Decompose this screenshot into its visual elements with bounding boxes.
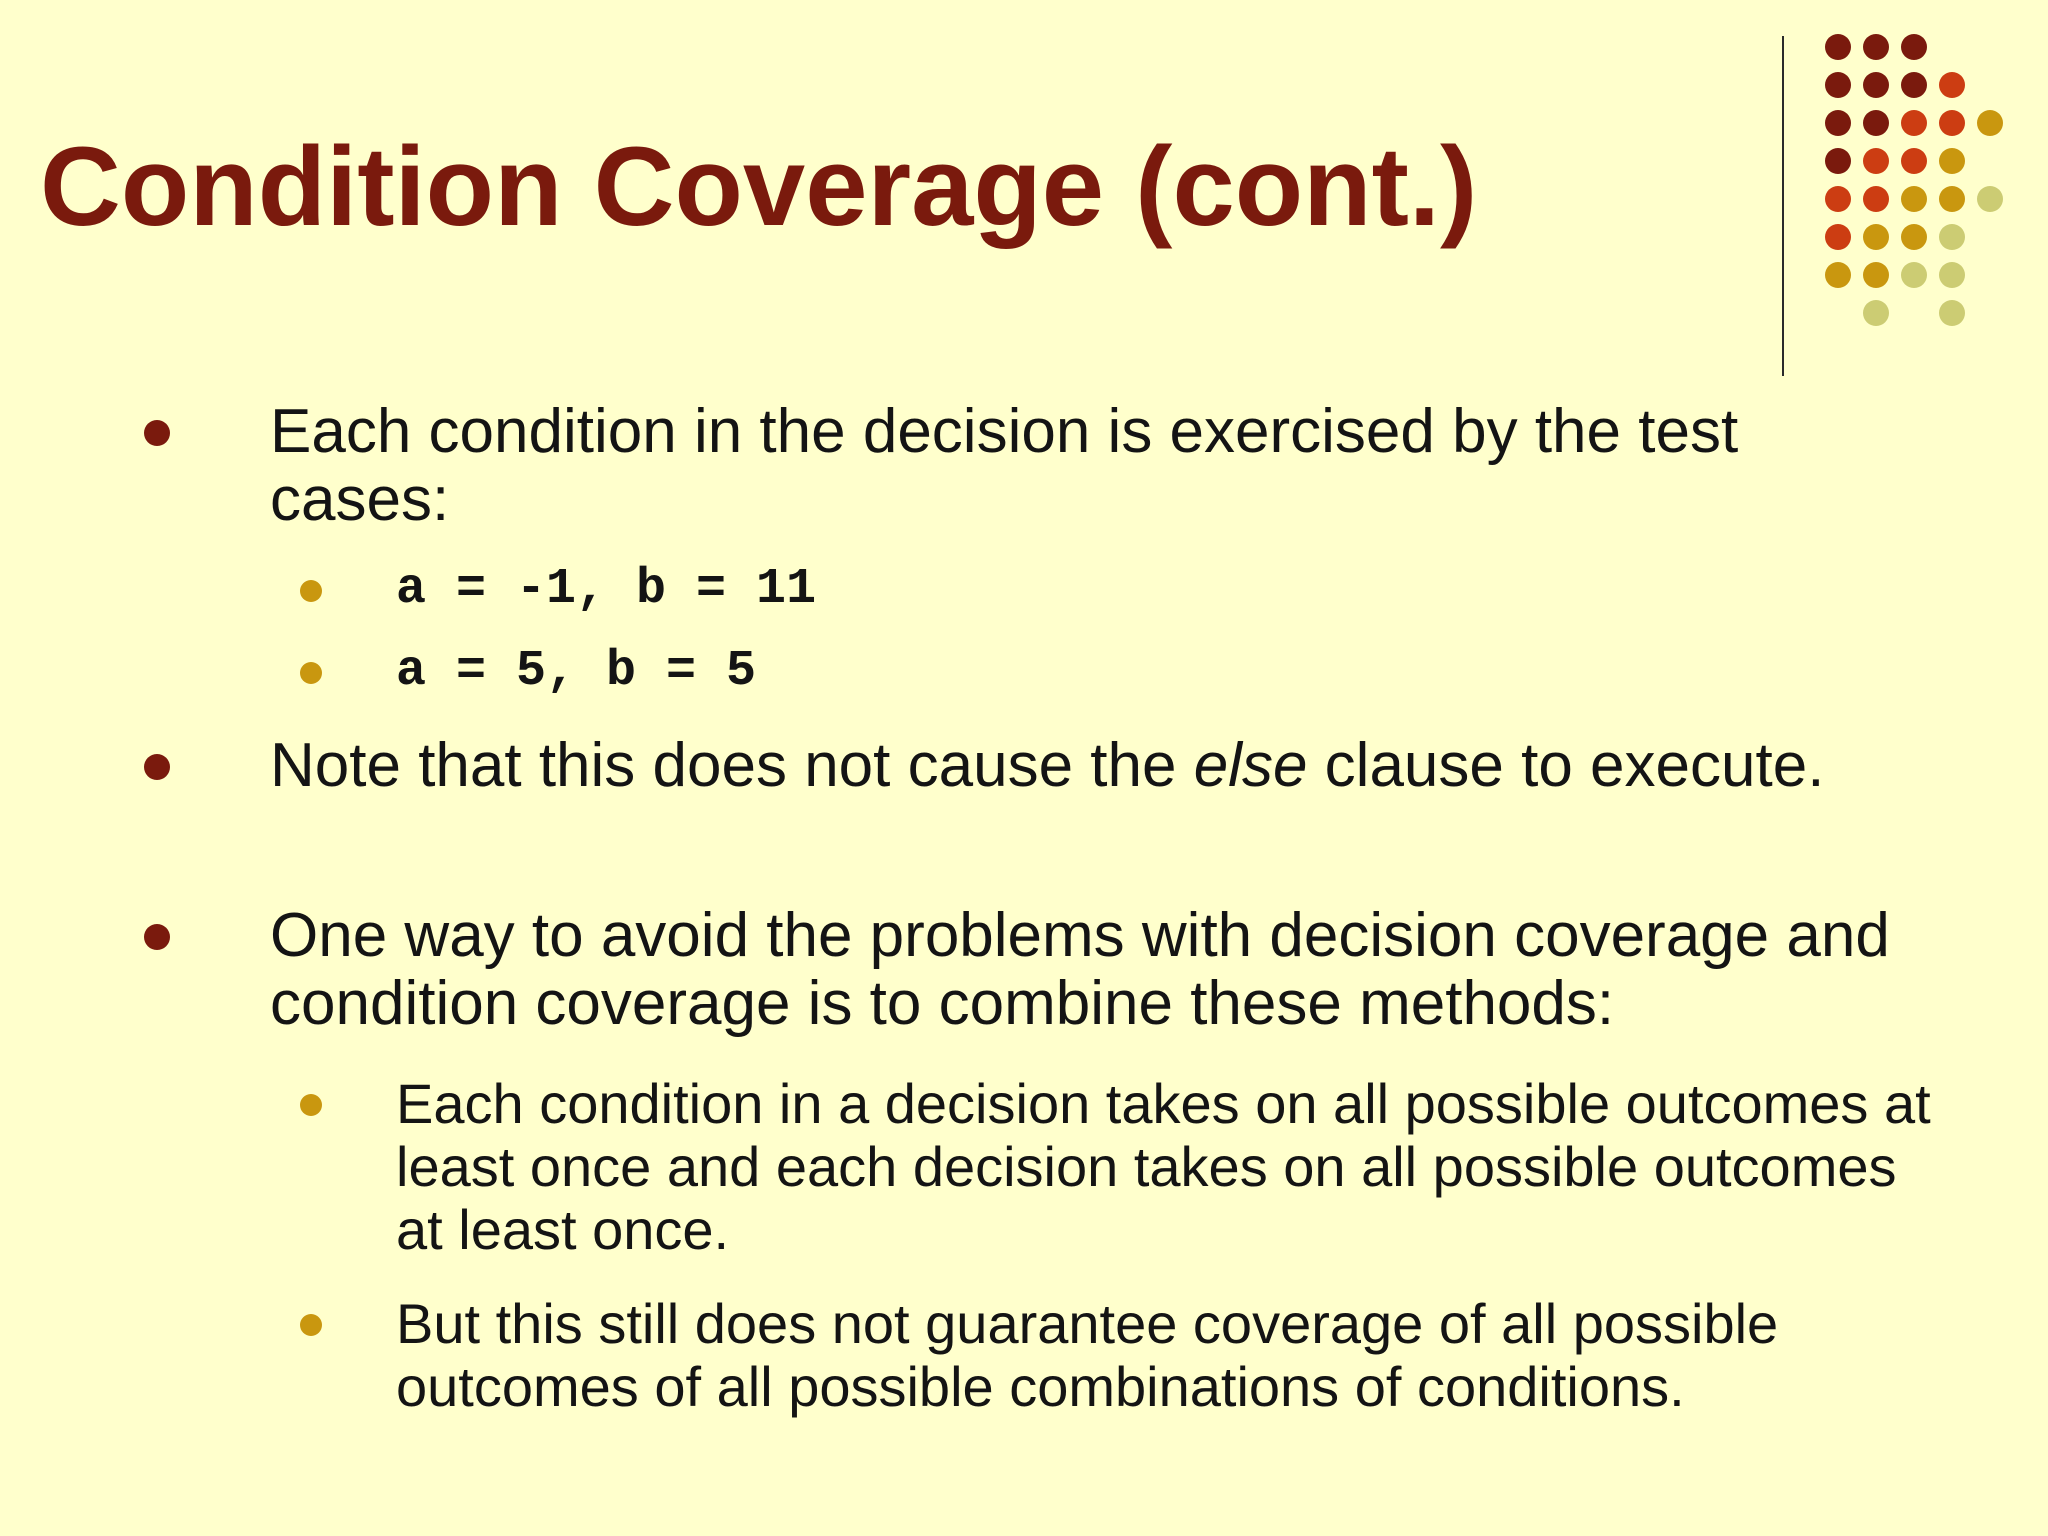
decorative-dot [1863,34,1889,60]
decorative-dot [1939,186,1965,212]
sub-bullet-text: But this still does not guarantee coverage of all possible outcomes of all possible combinations of conditions. [396,1292,1779,1418]
decorative-dot [1901,262,1927,288]
decorative-dot [1901,186,1927,212]
decorative-dot [1939,110,1965,136]
decorative-dot [1901,110,1927,136]
sub-bullet-item [396,1292,1956,1418]
decorative-dot [1825,110,1851,136]
bullet-emphasis: else [1193,731,1308,800]
decorative-dot [1901,72,1927,98]
decorative-dot [1863,300,1889,326]
decorative-dot [1939,224,1965,250]
decorative-dot [1825,34,1851,60]
sub-bullet-item [396,1072,1956,1261]
decorative-dot [1901,148,1927,174]
decorative-dot [1863,186,1889,212]
decorative-dot [1825,148,1851,174]
decorative-dot [1863,262,1889,288]
decorative-dot [1977,110,2003,136]
bullet-item [270,902,1930,1038]
bullet-text: Each condition in the decision is exercised by the test cases: [270,397,1739,534]
decorative-dot [1977,186,2003,212]
sub-bullet-item [396,560,1956,620]
bullet-dot-icon [144,420,170,446]
decorative-dot [1825,262,1851,288]
decorative-dot [1825,224,1851,250]
sub-bullet-dot-icon [300,1094,322,1116]
decorative-dot [1825,186,1851,212]
decorative-dot [1901,224,1927,250]
decorative-dot [1939,262,1965,288]
bullet-item [270,732,1930,800]
decorative-dot [1939,72,1965,98]
decorative-dot [1939,300,1965,326]
decorative-dot [1825,72,1851,98]
decorative-dot [1863,224,1889,250]
decorative-divider-line [1782,36,1784,376]
sub-bullet-dot-icon [300,580,322,602]
decorative-dot [1939,148,1965,174]
code-text: a = -1, b = 11 [396,561,817,618]
bullet-text: Note that this does not cause the [270,731,1194,800]
decorative-dot [1863,72,1889,98]
sub-bullet-dot-icon [300,662,322,684]
slide-title: Condition Coverage (cont.) [40,124,1478,249]
bullet-text: One way to avoid the problems with decision coverage and condition coverage is to combine these methods: [270,901,1890,1038]
bullet-dot-icon [144,754,170,780]
decorative-dot [1863,110,1889,136]
code-text: a = 5, b = 5 [396,643,757,700]
sub-bullet-text: Each condition in a decision takes on all possible outcomes at least once and each decision takes on all possible outcomes at least once. [396,1072,1931,1261]
decorative-dot [1863,148,1889,174]
sub-bullet-item [396,642,1956,702]
bullet-dot-icon [144,924,170,950]
decorative-dot [1901,34,1927,60]
bullet-item [270,398,1930,534]
bullet-text: clause to execute. [1307,731,1825,800]
sub-bullet-dot-icon [300,1314,322,1336]
